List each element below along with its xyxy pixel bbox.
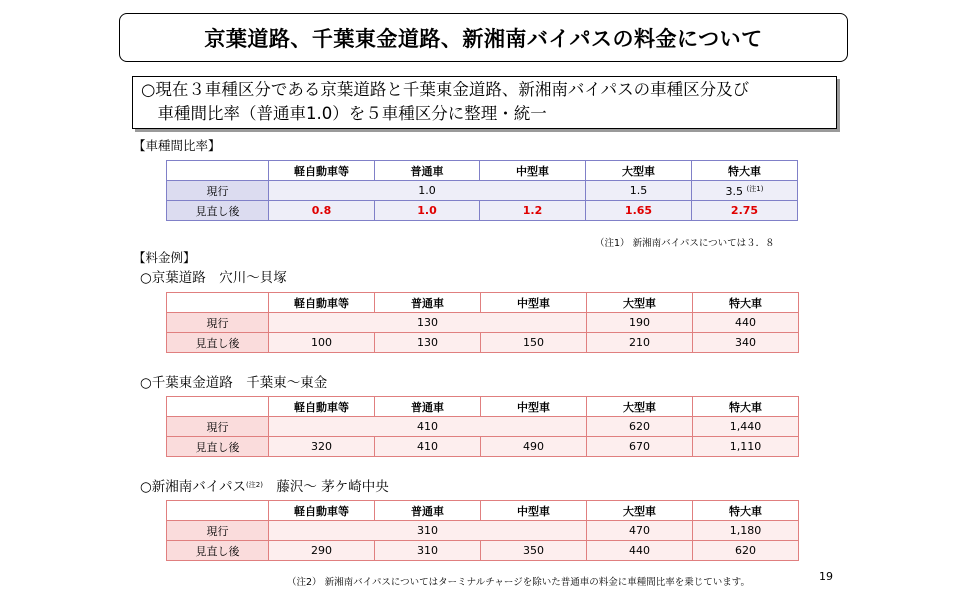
note-1: （注1） 新湘南バイパスについては３．８ [595,238,775,249]
keiyo-fee-table [166,292,799,353]
keiyo-subtitle: ○京葉道路 穴川～貝塚 [140,270,287,286]
row-label-current: 現行 [167,313,269,333]
row-label-current: 現行 [167,181,269,201]
ratio-revised-ogata: 1.65 [586,201,692,221]
header-chugata: 中型車 [481,397,587,417]
keiyo-revised-row [167,333,799,353]
row-label-revised: 見直し後 [167,437,269,457]
keiyo-header-row [167,293,799,313]
shinshonan-revised-tokudai: 620 [693,541,799,561]
shinshonan-current-row [167,521,799,541]
shinshonan-current-large: 470 [587,521,693,541]
header-ogata: 大型車 [587,501,693,521]
summary-box [132,76,837,129]
ratio-revised-tokudai: 2.75 [692,201,798,221]
keiyo-revised-futsu: 130 [375,333,481,353]
keiyo-revised-tokudai: 340 [693,333,799,353]
ratio-header-row [167,161,798,181]
ratio-table [166,160,798,221]
header-kei: 軽自動車等 [269,161,375,181]
chiba-togane-revised-chugata: 490 [481,437,587,457]
header-kei: 軽自動車等 [269,501,375,521]
chiba-togane-current-xlarge: 1,440 [693,417,799,437]
header-tokudai: 特大車 [692,161,798,181]
fee-section-label: 【料金例】 [133,250,196,265]
keiyo-revised-ogata: 210 [587,333,693,353]
keiyo-revised-chugata: 150 [481,333,587,353]
ratio-revised-row [167,201,798,221]
corner-cell [167,161,269,181]
header-tokudai: 特大車 [693,501,799,521]
header-chugata: 中型車 [481,501,587,521]
row-label-revised: 見直し後 [167,333,269,353]
ratio-current-xlarge [692,181,798,201]
corner-cell [167,293,269,313]
chiba-togane-revised-tokudai: 1,110 [693,437,799,457]
row-label-revised: 見直し後 [167,201,269,221]
page-number: 19 [819,570,833,583]
chiba-togane-current-large: 620 [587,417,693,437]
chiba-togane-subtitle: ○千葉東金道路 千葉東～東金 [140,375,328,391]
keiyo-current-xlarge: 440 [693,313,799,333]
chiba-togane-current-merged: 410 [269,417,587,437]
shinshonan-revised-kei: 290 [269,541,375,561]
summary-line-2: 車種間比率（普通車1.0）を５車種区分に整理・統一 [141,104,547,123]
ratio-current-merged: 1.0 [269,181,586,201]
header-ogata: 大型車 [587,293,693,313]
shinshonan-subtitle-name: ○新湘南バイパス [140,479,247,495]
header-kei: 軽自動車等 [269,397,375,417]
shinshonan-current-merged: 310 [269,521,587,541]
page-title: 京葉道路、千葉東金道路、新湘南バイパスの料金について [119,13,848,62]
chiba-togane-current-row [167,417,799,437]
chiba-togane-revised-row [167,437,799,457]
ratio-revised-futsu: 1.0 [375,201,480,221]
keiyo-revised-kei: 100 [269,333,375,353]
row-label-revised: 見直し後 [167,541,269,561]
header-futsu: 普通車 [375,161,480,181]
header-tokudai: 特大車 [693,293,799,313]
header-futsu: 普通車 [375,293,481,313]
ratio-revised-kei: 0.8 [269,201,375,221]
chiba-togane-header-row [167,397,799,417]
shinshonan-current-xlarge: 1,180 [693,521,799,541]
ratio-current-row [167,181,798,201]
chiba-togane-revised-ogata: 670 [587,437,693,457]
ratio-section-label: 【車種間比率】 [133,138,221,153]
ratio-current-xlarge-value: 3.5 [725,184,744,198]
header-futsu: 普通車 [375,397,481,417]
header-chugata: 中型車 [480,161,586,181]
shinshonan-fee-table [166,500,799,561]
note1-marker: (注1) [746,184,764,193]
keiyo-current-large: 190 [587,313,693,333]
ratio-revised-chugata: 1.2 [480,201,586,221]
shinshonan-revised-futsu: 310 [375,541,481,561]
header-tokudai: 特大車 [693,397,799,417]
header-ogata: 大型車 [587,397,693,417]
chiba-togane-revised-kei: 320 [269,437,375,457]
shinshonan-revised-chugata: 350 [481,541,587,561]
chiba-togane-revised-futsu: 410 [375,437,481,457]
shinshonan-header-row [167,501,799,521]
note-2: （注2） 新湘南バイパスについてはターミナルチャージを除いた普通車の料金に車種間比率を乗じています。 [287,577,750,588]
row-label-current: 現行 [167,417,269,437]
header-futsu: 普通車 [375,501,481,521]
chiba-togane-fee-table [166,396,799,457]
header-ogata: 大型車 [586,161,692,181]
ratio-current-large: 1.5 [586,181,692,201]
shinshonan-revised-ogata: 440 [587,541,693,561]
row-label-current: 現行 [167,521,269,541]
shinshonan-subtitle [140,475,389,495]
shinshonan-revised-row [167,541,799,561]
keiyo-current-row [167,313,799,333]
summary-line-1: ○現在３車種区分である京葉道路と千葉東金道路、新湘南バイパスの車種区分及び [141,80,750,99]
shinshonan-subtitle-route: 藤沢～ 茅ケ崎中央 [262,479,389,495]
header-chugata: 中型車 [481,293,587,313]
corner-cell [167,501,269,521]
note2-marker: (注2) [246,481,263,489]
corner-cell [167,397,269,417]
keiyo-current-merged: 130 [269,313,587,333]
header-kei: 軽自動車等 [269,293,375,313]
